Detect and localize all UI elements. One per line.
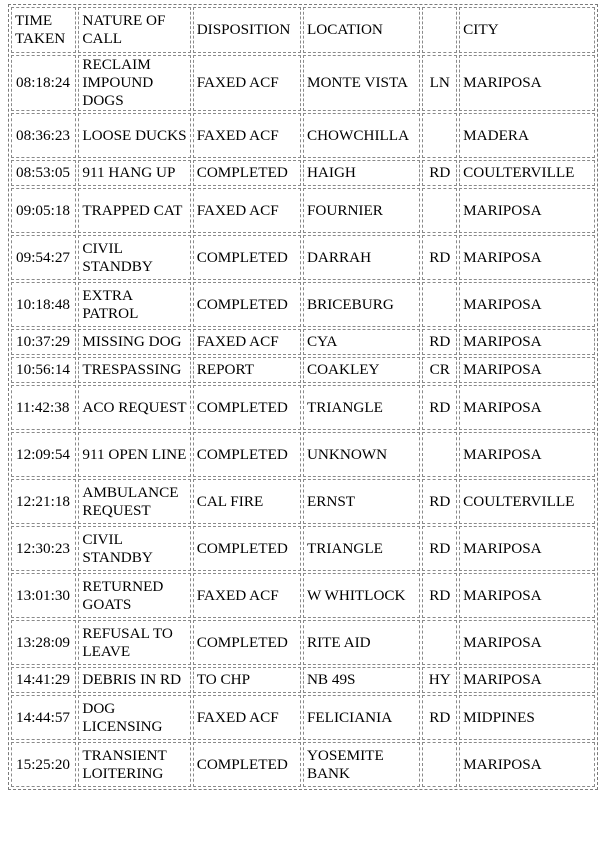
cell-time: 14:44:57	[11, 695, 76, 740]
table-row	[11, 385, 595, 430]
cell-location: MONTE VISTA	[303, 55, 420, 111]
cell-location: TRIANGLE	[303, 385, 420, 430]
cell-suffix: RD	[422, 526, 457, 571]
cell-suffix: LN	[422, 55, 457, 111]
cell-disposition: FAXED ACF	[193, 695, 301, 740]
cell-city: MARIPOSA	[459, 188, 595, 233]
cell-city: MARIPOSA	[459, 282, 595, 327]
cell-nature: TRAPPED CAT	[78, 188, 190, 233]
table-row	[11, 695, 595, 740]
cell-suffix: RD	[422, 329, 457, 355]
cell-disposition: COMPLETED	[193, 432, 301, 477]
cell-nature: EXTRA PATROL	[78, 282, 190, 327]
call-log-table	[8, 4, 598, 790]
cell-nature: MISSING DOG	[78, 329, 190, 355]
cell-city: MARIPOSA	[459, 432, 595, 477]
cell-time: 15:25:20	[11, 742, 76, 787]
cell-time: 12:30:23	[11, 526, 76, 571]
cell-nature: TRANSIENT LOITERING	[78, 742, 190, 787]
cell-suffix	[422, 742, 457, 787]
cell-time: 10:18:48	[11, 282, 76, 327]
cell-location: FELICIANIA	[303, 695, 420, 740]
cell-city: MARIPOSA	[459, 742, 595, 787]
cell-time: 08:53:05	[11, 160, 76, 186]
cell-suffix: RD	[422, 160, 457, 186]
cell-disposition: FAXED ACF	[193, 55, 301, 111]
cell-location: W WHITLOCK	[303, 573, 420, 618]
cell-disposition: COMPLETED	[193, 742, 301, 787]
table-row	[11, 479, 595, 524]
header-suffix	[422, 7, 457, 53]
table-row	[11, 282, 595, 327]
cell-nature: ACO REQUEST	[78, 385, 190, 430]
cell-disposition: TO CHP	[193, 667, 301, 693]
cell-location: COAKLEY	[303, 357, 420, 383]
header-time: TIME TAKEN	[11, 7, 76, 53]
cell-location: CHOWCHILLA	[303, 113, 420, 158]
table-row	[11, 188, 595, 233]
cell-nature: AMBULANCE REQUEST	[78, 479, 190, 524]
cell-time: 09:05:18	[11, 188, 76, 233]
cell-nature: 911 OPEN LINE	[78, 432, 190, 477]
cell-location: UNKNOWN	[303, 432, 420, 477]
cell-disposition: COMPLETED	[193, 282, 301, 327]
cell-city: MIDPINES	[459, 695, 595, 740]
cell-time: 08:36:23	[11, 113, 76, 158]
cell-time: 13:28:09	[11, 620, 76, 665]
table-row	[11, 432, 595, 477]
table-row	[11, 55, 595, 111]
header-city: CITY	[459, 7, 595, 53]
cell-location: FOURNIER	[303, 188, 420, 233]
cell-location: DARRAH	[303, 235, 420, 280]
table-row	[11, 526, 595, 571]
cell-nature: CIVIL STANDBY	[78, 526, 190, 571]
table-row	[11, 667, 595, 693]
cell-disposition: COMPLETED	[193, 160, 301, 186]
cell-nature: 911 HANG UP	[78, 160, 190, 186]
cell-time: 08:18:24	[11, 55, 76, 111]
header-location: LOCATION	[303, 7, 420, 53]
cell-suffix	[422, 282, 457, 327]
cell-disposition: REPORT	[193, 357, 301, 383]
table-row	[11, 329, 595, 355]
cell-location: HAIGH	[303, 160, 420, 186]
cell-location: RITE AID	[303, 620, 420, 665]
cell-city: MARIPOSA	[459, 573, 595, 618]
cell-disposition: COMPLETED	[193, 235, 301, 280]
header-nature: NATURE OF CALL	[78, 7, 190, 53]
cell-location: NB 49S	[303, 667, 420, 693]
cell-suffix: CR	[422, 357, 457, 383]
cell-disposition: FAXED ACF	[193, 329, 301, 355]
cell-disposition: FAXED ACF	[193, 113, 301, 158]
cell-suffix: RD	[422, 385, 457, 430]
cell-city: COULTERVILLE	[459, 479, 595, 524]
cell-city: MARIPOSA	[459, 235, 595, 280]
cell-disposition: COMPLETED	[193, 526, 301, 571]
cell-city: MADERA	[459, 113, 595, 158]
cell-time: 09:54:27	[11, 235, 76, 280]
cell-location: ERNST	[303, 479, 420, 524]
cell-suffix: HY	[422, 667, 457, 693]
cell-disposition: COMPLETED	[193, 385, 301, 430]
cell-nature: RECLAIM IMPOUND DOGS	[78, 55, 190, 111]
cell-suffix	[422, 188, 457, 233]
cell-location: CYA	[303, 329, 420, 355]
cell-disposition: CAL FIRE	[193, 479, 301, 524]
cell-disposition: COMPLETED	[193, 620, 301, 665]
cell-time: 10:56:14	[11, 357, 76, 383]
cell-city: MARIPOSA	[459, 329, 595, 355]
table-row	[11, 620, 595, 665]
cell-nature: LOOSE DUCKS	[78, 113, 190, 158]
table-row	[11, 160, 595, 186]
cell-city: MARIPOSA	[459, 357, 595, 383]
cell-time: 10:37:29	[11, 329, 76, 355]
cell-disposition: FAXED ACF	[193, 188, 301, 233]
cell-city: MARIPOSA	[459, 385, 595, 430]
cell-location: BRICEBURG	[303, 282, 420, 327]
cell-city: MARIPOSA	[459, 620, 595, 665]
table-row	[11, 113, 595, 158]
cell-location: YOSEMITE BANK	[303, 742, 420, 787]
cell-time: 13:01:30	[11, 573, 76, 618]
cell-suffix: RD	[422, 573, 457, 618]
cell-nature: DEBRIS IN RD	[78, 667, 190, 693]
cell-suffix	[422, 432, 457, 477]
cell-city: COULTERVILLE	[459, 160, 595, 186]
cell-location: TRIANGLE	[303, 526, 420, 571]
cell-suffix: RD	[422, 479, 457, 524]
cell-disposition: FAXED ACF	[193, 573, 301, 618]
table-row	[11, 235, 595, 280]
table-row	[11, 742, 595, 787]
cell-time: 12:21:18	[11, 479, 76, 524]
header-disposition: DISPOSITION	[193, 7, 301, 53]
cell-suffix: RD	[422, 235, 457, 280]
header-row	[11, 7, 595, 53]
cell-suffix: RD	[422, 695, 457, 740]
cell-city: MARIPOSA	[459, 667, 595, 693]
cell-nature: DOG LICENSING	[78, 695, 190, 740]
cell-suffix	[422, 620, 457, 665]
cell-nature: RETURNED GOATS	[78, 573, 190, 618]
cell-nature: REFUSAL TO LEAVE	[78, 620, 190, 665]
cell-time: 11:42:38	[11, 385, 76, 430]
cell-time: 12:09:54	[11, 432, 76, 477]
cell-nature: TRESPASSING	[78, 357, 190, 383]
table-row	[11, 573, 595, 618]
cell-suffix	[422, 113, 457, 158]
table-row	[11, 357, 595, 383]
cell-city: MARIPOSA	[459, 55, 595, 111]
cell-city: MARIPOSA	[459, 526, 595, 571]
cell-nature: CIVIL STANDBY	[78, 235, 190, 280]
cell-time: 14:41:29	[11, 667, 76, 693]
